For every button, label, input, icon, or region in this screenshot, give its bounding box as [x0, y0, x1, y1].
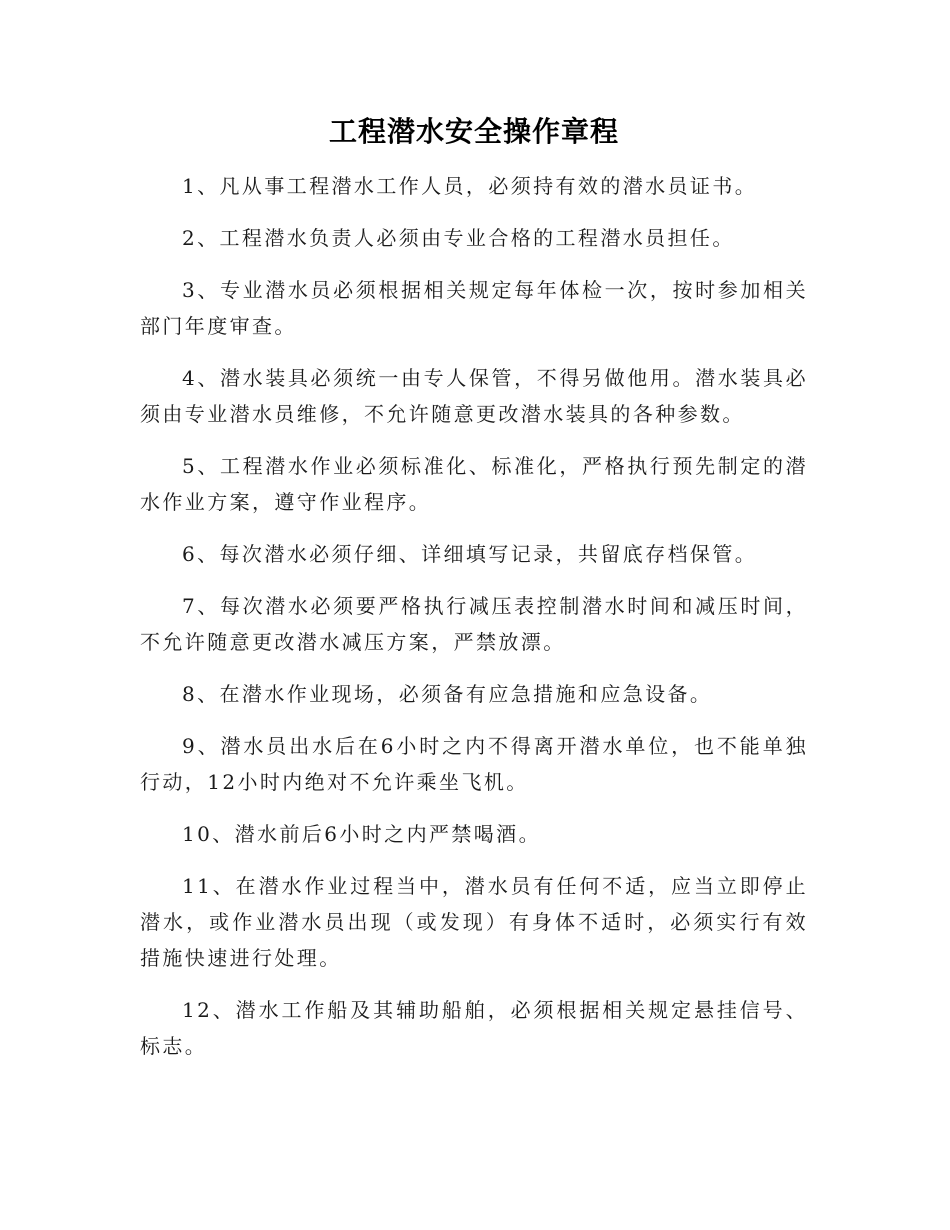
paragraph-11: 11、在潜水作业过程当中，潜水员有任何不适，应当立即停止潜水，或作业潜水员出现（或发现）有身体不适时，必须实行有效措施快速进行处理。: [140, 874, 808, 970]
paragraph-8: 8、在潜水作业现场，必须备有应急措施和应急设备。: [182, 682, 713, 706]
paragraph-2: 2、工程潜水负责人必须由专业合格的工程潜水员担任。: [182, 226, 735, 250]
paragraph-6: 6、每次潜水必须仔细、详细填写记录，共留底存档保管。: [182, 542, 758, 566]
document-title: 工程潜水安全操作章程: [328, 115, 619, 148]
paragraph-4: 4、潜水装具必须统一由专人保管，不得另做他用。潜水装具必须由专业潜水员维修，不允许随意更改潜水装具的各种参数。: [140, 366, 808, 426]
paragraph-3: 3、专业潜水员必须根据相关规定每年体检一次，按时参加相关部门年度审查。: [140, 278, 808, 338]
document-body: [140, 112, 808, 1080]
paragraph-9: 9、潜水员出水后在6小时之内不得离开潜水单位，也不能单独行动，12小时内绝对不允许乘坐飞机。: [140, 734, 808, 794]
paragraph-7: 7、每次潜水必须要严格执行减压表控制潜水时间和减压时间，不允许随意更改潜水减压方案，严禁放漂。: [140, 594, 808, 654]
paragraph-1: 1、凡从事工程潜水工作人员，必须持有效的潜水员证书。: [182, 174, 758, 198]
paragraph-5: 5、工程潜水作业必须标准化、标准化，严格执行预先制定的潜水作业方案，遵守作业程序。: [140, 454, 808, 514]
paragraph-12: 12、潜水工作船及其辅助船舶，必须根据相关规定悬挂信号、标志。: [140, 998, 808, 1058]
paragraph-10: 10、潜水前后6小时之内严禁喝酒。: [182, 822, 541, 846]
